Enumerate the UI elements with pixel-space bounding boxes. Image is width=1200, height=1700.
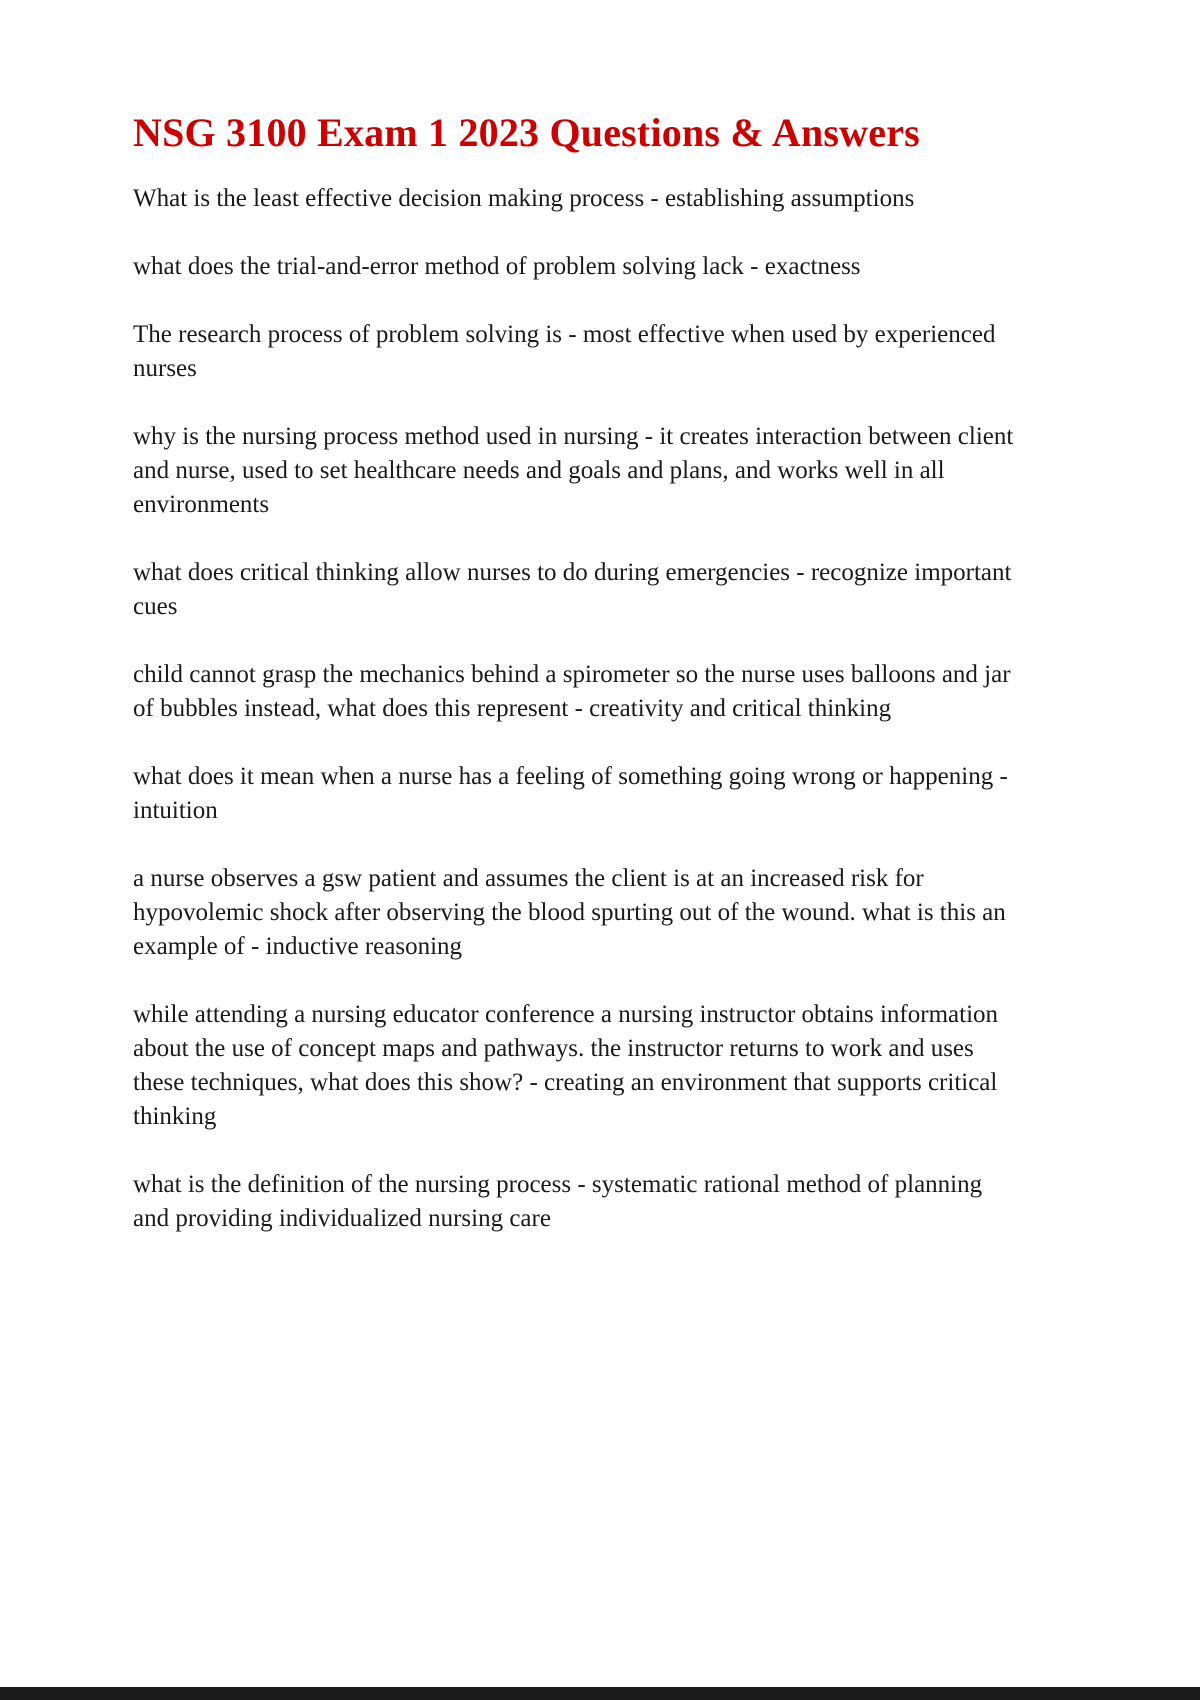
qa-list [133,182,1023,1236]
qa-item: child cannot grasp the mechanics behind a spirometer so the nurse uses balloons and jar of bubbles instead, what does this represent - creativity and critical thinking [133,661,1011,722]
qa-item: what does critical thinking allow nurses to do during emergencies - recognize important cues [133,559,1012,620]
qa-item: what does it mean when a nurse has a feeling of something going wrong or happening - intuition [133,763,1008,824]
qa-item: why is the nursing process method used in nursing - it creates interaction between client and nurse, used to set healthcare needs and goals and plans, and works well in all environments [133,423,1014,518]
qa-item: a nurse observes a gsw patient and assumes the client is at an increased risk for hypovolemic shock after observing the blood spurting out of the wound. what is this an example of - inductive reasoning [133,865,1006,960]
qa-item: what does the trial-and-error method of problem solving lack - exactness [133,253,861,280]
qa-item: What is the least effective decision making process - establishing assumptions [133,185,915,212]
qa-item: The research process of problem solving is - most effective when used by experienced nurses [133,321,996,382]
qa-item: what is the definition of the nursing process - systematic rational method of planning and providing individualized nursing care [133,1171,983,1232]
qa-item: while attending a nursing educator conference a nursing instructor obtains information about the use of concept maps and pathways. the instructor returns to work and uses these techniques, what does this show? - creating an environment that supports critical thinking [133,1001,999,1130]
page-bottom-divider [0,1687,1200,1700]
document-content [133,110,1023,1270]
page-title: NSG 3100 Exam 1 2023 Questions & Answers [133,110,920,155]
